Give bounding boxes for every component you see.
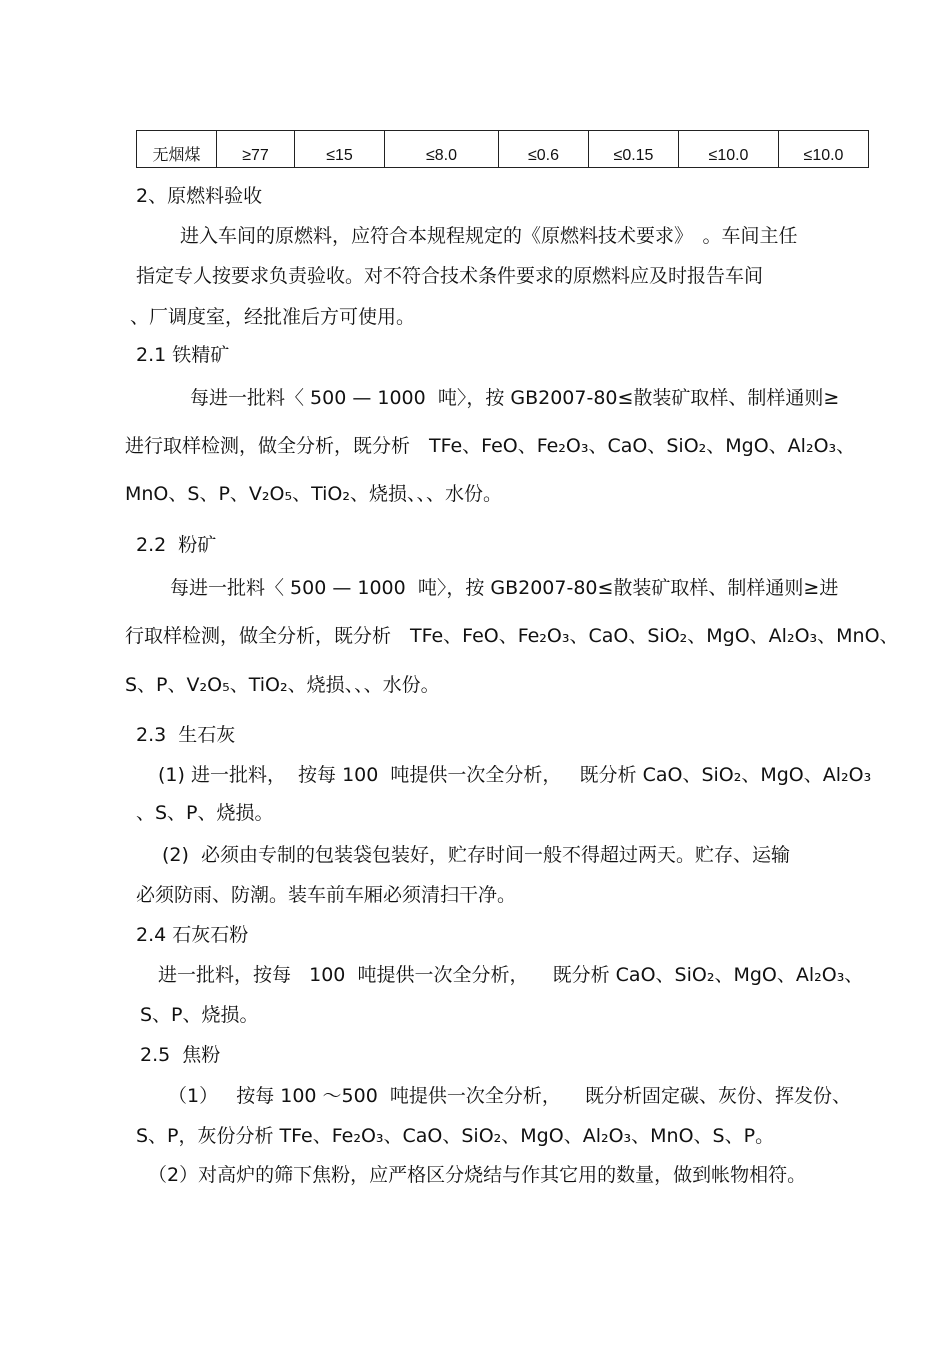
paragraph-line: MnO、S、P、V₂O₅、TiO₂、烧损、、、水份。 (125, 483, 502, 505)
table-cell: 无烟煤 (137, 131, 217, 168)
table-cell: ≤10.0 (779, 131, 869, 168)
table-row (137, 131, 869, 168)
table-cell: ≥77 (217, 131, 295, 168)
paragraph-line: (1) 进一批料， 按每 100 吨提供一次全分析， 既分析 CaO、SiO₂、MgO、Al₂O₃ (158, 764, 872, 786)
section-heading: 2、原燃料验收 (136, 185, 263, 207)
paragraph-line: 必须防雨、防潮。装车前车厢必须清扫干净。 (136, 884, 517, 906)
subsection-heading: 2.5 焦粉 (140, 1044, 221, 1066)
subsection-heading: 2.3 生石灰 (136, 724, 236, 746)
table-cell: ≤10.0 (679, 131, 779, 168)
subsection-heading: 2.4 石灰石粉 (136, 924, 249, 946)
paragraph-line: S、P，灰份分析 TFe、Fe₂O₃、CaO、SiO₂、MgO、Al₂O₃、MnO、S、P。 (136, 1125, 775, 1147)
paragraph-line: S、P、V₂O₅、TiO₂、烧损、、、水份。 (125, 674, 440, 696)
subsection-heading: 2.2 粉矿 (136, 534, 217, 556)
table-cell: ≤8.0 (385, 131, 499, 168)
table-cell: ≤0.6 (499, 131, 589, 168)
paragraph-line: 进行取样检测，做全分析，既分析 TFe、FeO、Fe₂O₃、CaO、SiO₂、MgO、Al₂O₃、 (125, 435, 856, 457)
table-cell: ≤0.15 (589, 131, 679, 168)
paragraph-line: (2) 必须由专制的包装袋包装好，贮存时间一般不得超过两天。贮存、运输 (162, 844, 790, 866)
paragraph-line: 指定专人按要求负责验收。对不符合技术条件要求的原燃料应及时报告车间 (136, 265, 764, 287)
paragraph-line: 每进一批料〈 500 — 1000 吨〉，按 GB2007-80≤散装矿取样、制样通则≥进 (170, 577, 839, 599)
paragraph-line: （1） 按每 100 ～500 吨提供一次全分析， 既分析固定碳、灰份、挥发份、 (168, 1085, 852, 1107)
paragraph-line: 、厂调度室，经批准后方可使用。 (130, 306, 416, 328)
paragraph-line: 、S、P、烧损。 (136, 802, 274, 824)
paragraph-line: 进入车间的原燃料，应符合本规程规定的《原燃料技术要求》 。车间主任 (180, 225, 798, 247)
table-cell: ≤15 (295, 131, 385, 168)
fuel-spec-table (136, 130, 869, 168)
paragraph-line: 每进一批料〈 500 — 1000 吨〉，按 GB2007-80≤散装矿取样、制样通则≥ (190, 387, 840, 409)
paragraph-line: 行取样检测，做全分析，既分析 TFe、FeO、Fe₂O₃、CaO、SiO₂、MgO、Al₂O₃、MnO、 (125, 625, 899, 647)
subsection-heading: 2.1 铁精矿 (136, 344, 230, 366)
paragraph-line: （2）对高炉的筛下焦粉，应严格区分烧结与作其它用的数量，做到帐物相符。 (148, 1164, 807, 1186)
paragraph-line: 进一批料，按每 100 吨提供一次全分析， 既分析 CaO、SiO₂、MgO、Al₂O₃、 (158, 964, 864, 986)
paragraph-line: S、P、烧损。 (140, 1004, 259, 1026)
